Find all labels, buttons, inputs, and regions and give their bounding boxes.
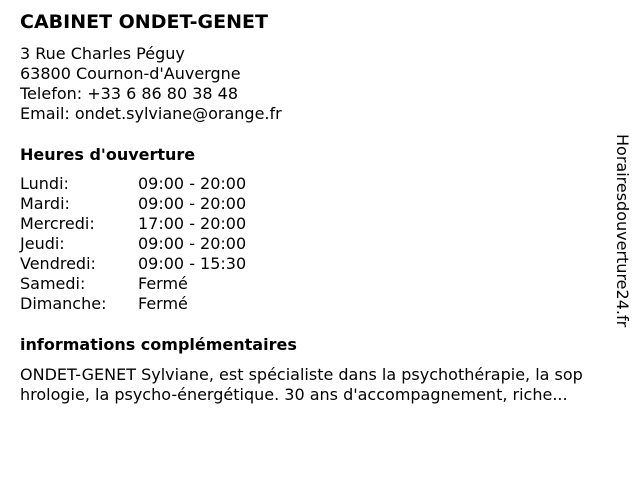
address-city: 63800 Cournon-d'Auvergne	[20, 64, 241, 83]
time-value: 09:00 - 20:00	[138, 174, 247, 193]
day-label: Vendredi:	[20, 254, 96, 273]
opening-hours-table	[20, 174, 246, 314]
time-value: 09:00 - 20:00	[138, 194, 247, 213]
hours-row-sunday	[20, 294, 246, 314]
email-address: Email: ondet.sylviane@orange.fr	[20, 104, 282, 123]
hours-row-wednesday	[20, 214, 246, 234]
hours-row-thursday	[20, 234, 246, 254]
day-label: Lundi:	[20, 174, 69, 193]
time-value: 17:00 - 20:00	[138, 214, 247, 233]
address-street: 3 Rue Charles Péguy	[20, 44, 185, 63]
description-line: ONDET-GENET Sylviane, est spécialiste dans la psychothérapie, la sop	[20, 365, 583, 384]
description-line: hrologie, la psycho-énergétique. 30 ans d'accompagnement, riche...	[20, 385, 568, 404]
time-value: Fermé	[138, 294, 188, 313]
contact-block	[20, 44, 282, 124]
time-value: Fermé	[138, 274, 188, 293]
hours-heading: Heures d'ouverture	[20, 145, 196, 164]
hours-row-friday	[20, 254, 246, 274]
description-text	[20, 365, 640, 405]
day-label: Mardi:	[20, 194, 70, 213]
day-label: Dimanche:	[20, 294, 107, 313]
hours-row-tuesday	[20, 194, 246, 214]
hours-row-saturday	[20, 274, 246, 294]
day-label: Mercredi:	[20, 214, 95, 233]
day-label: Jeudi:	[20, 234, 65, 253]
business-name: CABINET ONDET-GENET	[20, 11, 268, 33]
hours-row-monday	[20, 174, 246, 194]
site-watermark: Horairesdouverture24.fr	[613, 134, 632, 328]
time-value: 09:00 - 20:00	[138, 234, 247, 253]
phone-number: Telefon: +33 6 86 80 38 48	[20, 84, 239, 103]
day-label: Samedi:	[20, 274, 86, 293]
info-heading: informations complémentaires	[20, 335, 297, 354]
time-value: 09:00 - 15:30	[138, 254, 247, 273]
